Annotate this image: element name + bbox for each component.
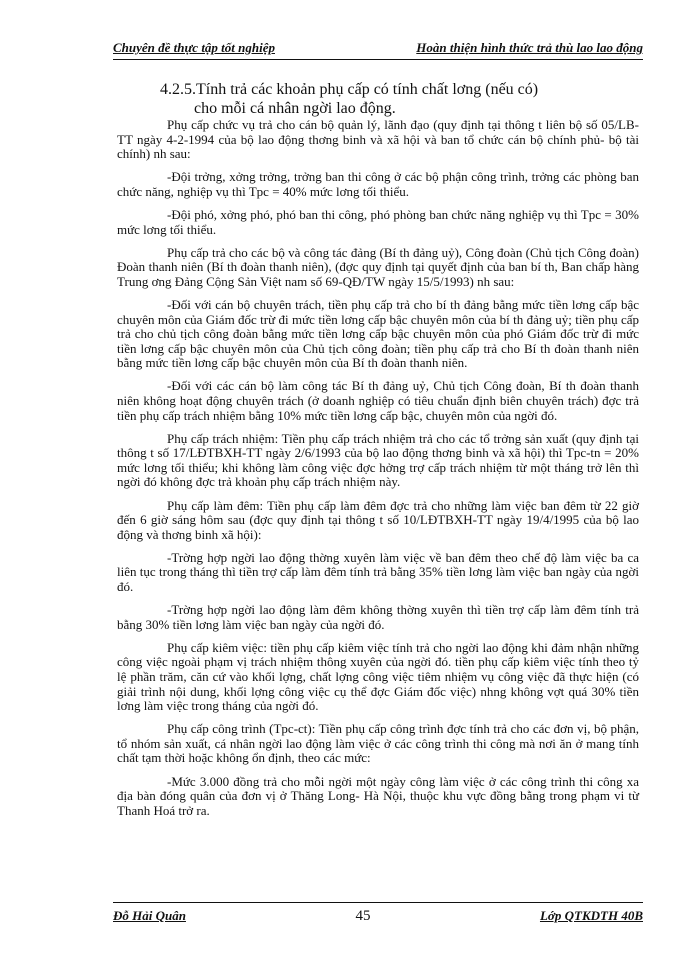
paragraph: -Trờng hợp ngời lao động thờng xuyên làm việc về ban đêm theo chế độ làm việc ba ca liên tục trong tháng thì tiền trợ cấp làm đêm tính trả bằng 35% tiền lơng làm việc ban ngày của ngời đó. [117,549,639,595]
section-heading-line-1: 4.2.5.Tính trả các khoản phụ cấp có tính chất lơng (nếu có) [160,81,539,98]
page-header [113,40,643,56]
paragraph: Phụ cấp làm đêm: Tiền phụ cấp làm đêm đợc trả cho những làm việc ban đêm từ 22 giờ đến 6 giờ sáng hôm sau (đợc quy định tại thông t số 10/LĐTBXH-TT ngày 19/4/1995 của bộ lao động và thơng binh xã hội): [117,497,639,542]
header-rule [113,59,643,60]
page-number: 45 [355,908,371,924]
paragraph: Phụ cấp trả cho các bộ và công tác đảng (Bí th đảng uỷ), Công đoàn (Chủ tịch Công đoàn) Đoàn thanh niên (Bí th đoàn thanh niên), (đợc quy định tại quyết định của ban bí th, Ban chấp hàng Trung ơng Đảng Cộng Sản Việt nam số 69-QĐ/TW ngày 15/5/1993) nh sau: [117,244,639,289]
paragraph: -Mức 3.000 đồng trả cho mỗi ngời một ngày công làm việc ở các công trình thi công xa địa bàn đóng quân của đơn vị ở Thăng Long- Hà Nội, thuộc khu vực đồng bằng trong phạm vi từ Thanh Hoá trở ra. [117,773,639,818]
paragraph: Phụ cấp chức vụ trả cho cán bộ quản lý, lãnh đạo (quy định tại thông t liên bộ số 05/LB-TT ngày 4-2-1994 của bộ lao động thơng binh và xã hội và ban tổ chức cán bộ chính phủ- bộ tài chính) nh sau: [117,117,639,162]
paragraph: -Đội phó, xởng phó, phó ban thi công, phó phòng ban chức năng nghiệp vụ thì Tpc = 30% mức lơng tối thiểu. [117,206,639,237]
paragraph: -Đối với cán bộ chuyên trách, tiền phụ cấp trả cho bí th đảng bằng mức tiền lơng cấp bậc chuyên môn của Giám đốc trừ đi mức tiền lơng cấp bậc chuyên môn của bí th đảng uỷ; tiền phụ cấp trả cho chủ tịch công đoàn bằng mức tiền lơng cấp bậc chuyên môn của phó Giám đốc trừ đi mức tiền lơng cấp bậc chuyên môn của Chủ tịch công đoàn; tiền phụ cấp trả cho Bí th đoàn thanh niên bằng mức tiền lơng cấp bậc chuyên môn của Bí th đoàn thanh niên. [117,296,639,371]
header-right-title: Hoàn thiện hình thức trả thù lao lao động [416,40,643,55]
paragraph: -Trờng hợp ngời lao động làm đêm không thờng xuyên thì tiền trợ cấp làm đêm tính trả bằng 30% tiền lơng làm việc ban ngày của ngời đó. [117,602,639,632]
paragraph: -Đối với các cán bộ làm công tác Bí th đảng uỷ, Chủ tịch Công đoàn, Bí th đoàn thanh niên không hoạt động chuyên trách (ở doanh nghiệp có tiêu chuẩn định biên chuyên trách) đợc trả tiền phụ cấp trách nhiệm bằng 10% mức tiền lơng cấp bậc, chuyên môn của ngời đó. [117,378,639,423]
paragraph: Phụ cấp công trình (Tpc-ct): Tiền phụ cấp công trình đợc tính trả cho các đơn vị, bộ phận, tổ nhóm sản xuất, cá nhân ngời lao động làm việc ở các công trình thi công mà nơi ăn ở mang tính chất tạm thời hoặc không ổn định, theo các mức: [117,721,639,766]
paragraph: Phụ cấp trách nhiệm: Tiền phụ cấp trách nhiệm trả cho các tổ trởng sản xuất (quy định tại thông t số 17/LĐTBXH-TT ngày 2/6/1993 của bộ lao động thơng binh và xã hội) thì Tpc-tn = 20% mức lơng tối thiểu; khi không làm công việc đợc hởng trợ cấp trách nhiệm từ một tháng trở lên thì ngời đó không đợc trả khoản phụ cấp trách nhiệm này. [117,430,639,490]
footer-author: Đỗ Hải Quân [113,908,186,923]
footer-rule [113,902,643,903]
header-left-title: Chuyên đề thực tập tốt nghiệp [113,40,275,55]
section-heading [160,80,640,118]
paragraph: -Đội trởng, xởng trởng, trởng ban thi công ở các bộ phận công trình, trởng các phòng ban chức năng, nghiệp vụ thì Tpc = 40% mức lơng tối thiểu. [117,169,639,199]
section-heading-line-2: cho mỗi cá nhân ngời lao động. [194,100,396,117]
paragraph: Phụ cấp kiêm việc: tiền phụ cấp kiêm việc tính trả cho ngời lao động khi đảm nhận những công việc ngoài phạm vị trách nhiệm thông xuyên của ngời đó. tiền phụ cấp kiêm việc tính theo tỷ lệ phần trăm, căn cứ vào khối lợng, chất lợng công việc tiêm nhiệm vụ công việc đã thực hiện (có giải trình nội dung, khối lợng công việc cụ thể đợc Giám đốc việc) nhng không vợt quá 30% tiền lơng làm việc trong tháng của ngời đó. [117,639,639,714]
body-text [117,118,639,827]
footer-class-code: Lớp QTKDTH 40B [539,908,643,923]
page-footer [113,908,643,925]
